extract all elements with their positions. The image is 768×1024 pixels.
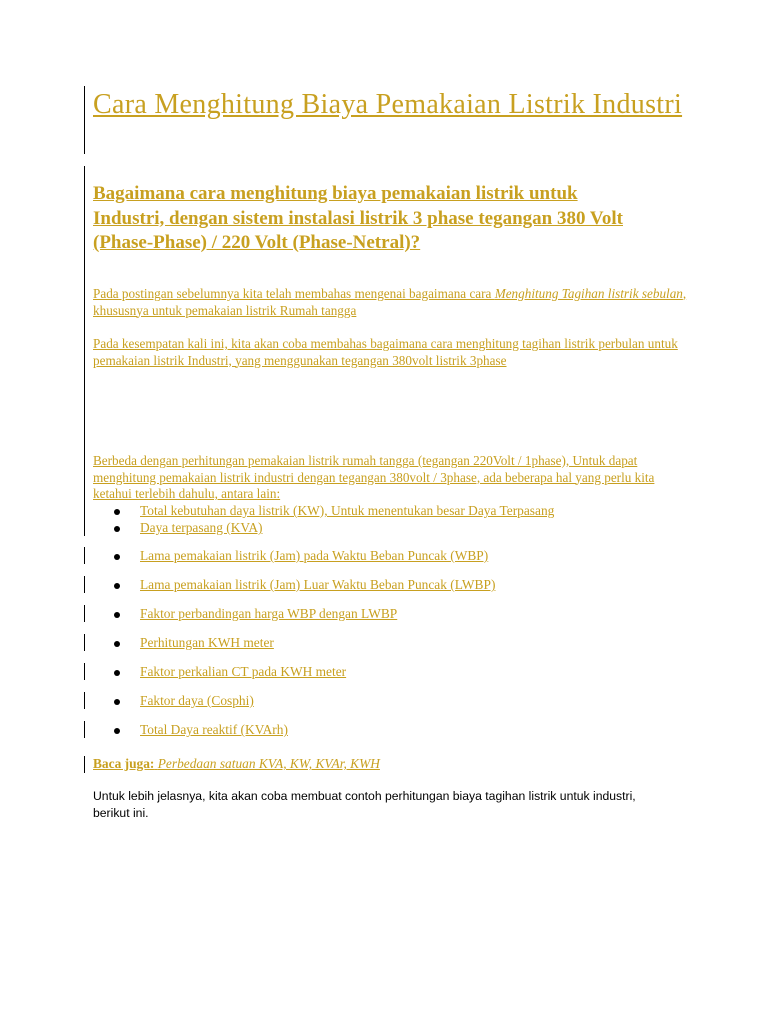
revision-bar-baca <box>84 756 85 773</box>
bullet-icon <box>114 612 120 618</box>
intro-link[interactable]: Menghitung Tagihan listrik sebulan <box>494 286 683 301</box>
intro-suffix: , khususnya untuk pemakaian listrik Rumah tangga <box>93 286 687 318</box>
revision-bar-item <box>84 721 85 738</box>
page-title[interactable]: Cara Menghitung Biaya Pemakaian Listrik Industri <box>93 89 683 120</box>
revision-bar-item <box>84 634 85 651</box>
bullet-icon <box>114 728 120 734</box>
intro-prefix: Pada postingan sebelumnya kita telah membahas mengenai bagaimana cara <box>93 286 495 301</box>
list-item-link[interactable]: Perhitungan KWH meter <box>140 635 274 650</box>
list-item-link[interactable]: Total kebutuhan daya listrik (KW), Untuk menentukan besar Daya Terpasang <box>140 503 555 518</box>
closing-note: Untuk lebih jelasnya, kita akan coba membuat contoh perhitungan biaya tagihan listrik untuk industri, berikut ini. <box>93 789 636 820</box>
list-item-link[interactable]: Lama pemakaian listrik (Jam) Luar Waktu Beban Puncak (LWBP) <box>140 577 496 592</box>
paragraph-perbedaan[interactable]: Berbeda dengan perhitungan pemakaian listrik rumah tangga (tegangan 220Volt / 1phase), Untuk dapat menghitung pemakaian listrik industri dengan tegangan 380volt / 3phase, ada beberapa hal yang perlu kita ketahui terlebih dahulu, antara lain: <box>93 453 655 501</box>
list-item-link[interactable]: Daya terpasang (KVA) <box>140 520 263 535</box>
article-subtitle[interactable]: Bagaimana cara menghitung biaya pemakaian listrik untuk Industri, dengan sistem instalasi listrik 3 phase tegangan 380 Volt (Phase-Phase) / 220 Volt (Phase-Netral)? <box>93 183 623 253</box>
list-item-link[interactable]: Total Daya reaktif (KVArh) <box>140 722 288 737</box>
read-also-label: Baca juga: <box>93 756 155 771</box>
bullet-icon <box>114 583 120 589</box>
revision-bar-item <box>84 547 85 564</box>
revision-bar-item <box>84 692 85 709</box>
bullet-icon <box>114 699 120 705</box>
revision-bar-title <box>84 86 85 154</box>
revision-bar-item <box>84 576 85 593</box>
bullet-icon <box>114 509 120 515</box>
revision-bar-item <box>84 605 85 622</box>
intro-paragraph[interactable] <box>93 286 693 319</box>
list-item-link[interactable]: Faktor daya (Cosphi) <box>140 693 254 708</box>
list-item-link[interactable]: Lama pemakaian listrik (Jam) pada Waktu Beban Puncak (WBP) <box>140 548 489 563</box>
list-item-link[interactable]: Faktor perkalian CT pada KWH meter <box>140 664 347 679</box>
bullet-icon <box>114 554 120 560</box>
bullet-icon <box>114 526 120 532</box>
paragraph-industri[interactable]: Pada kesempatan kali ini, kita akan coba membahas bagaimana cara menghitung tagihan listrik perbulan untuk pemakaian listrik Industri, yang menggunakan tegangan 380volt listrik 3phase <box>93 336 678 368</box>
read-also[interactable] <box>93 755 380 772</box>
bullet-icon <box>114 670 120 676</box>
revision-bar-item <box>84 663 85 680</box>
bullet-icon <box>114 641 120 647</box>
list-item-link[interactable]: Faktor perbandingan harga WBP dengan LWBP <box>140 606 398 621</box>
revision-bar-body <box>84 166 85 536</box>
read-also-link[interactable]: Perbedaan satuan KVA, KW, KVAr, KWH <box>157 756 380 771</box>
